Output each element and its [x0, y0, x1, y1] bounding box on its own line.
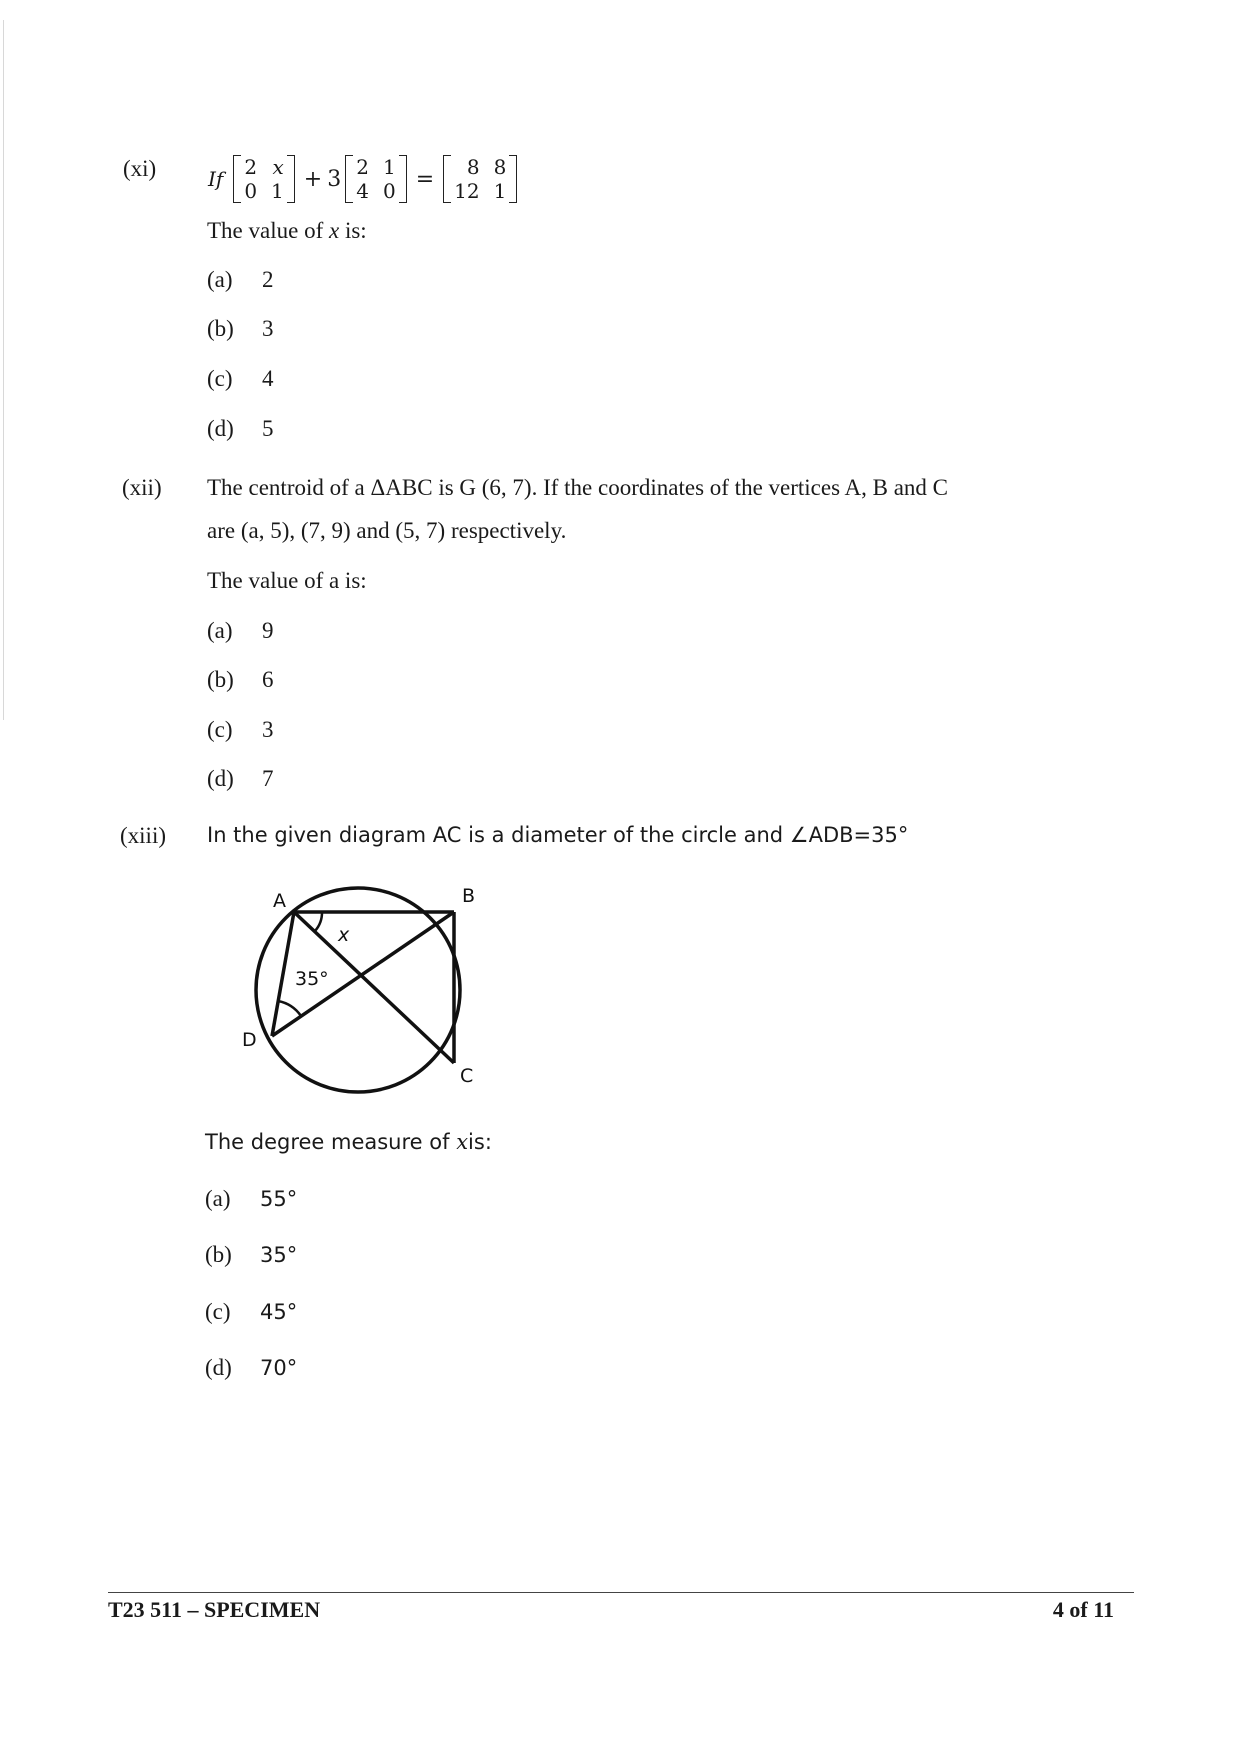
option-value: 45°	[260, 1300, 298, 1324]
question-text-line-1: The centroid of a ΔABC is G (6, 7). If the coordinates of the vertices A, B and C	[207, 475, 949, 500]
page-number: 4 of 11	[1052, 1597, 1114, 1622]
option-label: (c)	[205, 1299, 231, 1324]
option-label: (d)	[205, 1355, 232, 1380]
option-xi-c[interactable]	[207, 366, 274, 392]
matrix-2	[345, 155, 406, 203]
bracket-left	[443, 155, 451, 203]
option-label: (a)	[205, 1186, 231, 1211]
matrix-2-cell: 1	[382, 155, 396, 179]
matrix-2-cell: 4	[356, 179, 369, 203]
angle-35-arc	[278, 1001, 301, 1016]
matrix-1-cell: 2	[244, 155, 258, 179]
prompt-prefix: The degree measure of	[205, 1130, 450, 1154]
option-xii-c[interactable]	[207, 717, 274, 743]
option-value: 35°	[260, 1243, 298, 1267]
option-label: (c)	[207, 717, 233, 742]
angle-x-arc	[315, 912, 322, 931]
prompt-suffix: is:	[344, 218, 367, 243]
angle-35-label: 35°	[295, 968, 329, 990]
prompt-prefix: The value of	[207, 218, 324, 243]
question-number-xi: (xi)	[123, 156, 157, 181]
option-xi-b[interactable]	[207, 316, 274, 342]
option-label: (b)	[205, 1242, 232, 1267]
option-xii-a[interactable]	[207, 618, 274, 644]
matrix-1	[233, 155, 294, 203]
option-value: 5	[262, 416, 274, 441]
if-word: If	[208, 167, 224, 191]
matrix-3-cell: 12	[454, 179, 480, 203]
option-xii-d[interactable]	[207, 766, 274, 792]
option-label: (b)	[207, 667, 234, 692]
option-value: 9	[262, 618, 274, 643]
prompt-variable: x	[328, 218, 340, 243]
option-xiii-d[interactable]	[205, 1355, 297, 1381]
option-value: 4	[262, 366, 274, 391]
matrix-3-cell: 8	[466, 155, 480, 179]
question-prompt-xii: The value of a is:	[207, 568, 367, 593]
matrix-3-cell: 8	[493, 155, 507, 179]
prompt-suffix: is:	[468, 1130, 492, 1154]
option-label: (a)	[207, 267, 233, 292]
option-xii-b[interactable]	[207, 667, 274, 693]
equals-sign: =	[415, 166, 435, 192]
option-xiii-a[interactable]	[205, 1186, 297, 1212]
angle-x-label: x	[338, 924, 350, 946]
matrix-2-cell: 2	[356, 155, 369, 179]
option-label: (c)	[207, 366, 233, 391]
option-xiii-b[interactable]	[205, 1242, 297, 1268]
matrix-3-cell: 1	[493, 179, 507, 203]
question-number-xiii: (xiii)	[120, 823, 166, 848]
option-xi-a[interactable]	[207, 267, 274, 293]
option-value: 3	[262, 316, 274, 341]
matrix-1-cell: 0	[244, 179, 258, 203]
bracket-left	[345, 155, 353, 203]
option-value: 7	[262, 766, 274, 791]
option-value: 6	[262, 667, 274, 692]
bracket-left	[233, 155, 241, 203]
option-value: 55°	[260, 1187, 298, 1211]
matrix-3	[443, 155, 517, 203]
option-label: (d)	[207, 766, 234, 791]
option-label: (a)	[207, 618, 233, 643]
bracket-right	[509, 155, 517, 203]
footer-rule	[108, 1592, 1134, 1593]
scan-edge	[3, 20, 4, 720]
question-text-line-2: are (a, 5), (7, 9) and (5, 7) respectively.	[207, 518, 567, 543]
option-xi-d[interactable]	[207, 416, 274, 442]
question-text-xiii: In the given diagram AC is a diameter of the circle and ∠ADB=35°	[207, 823, 909, 847]
option-label: (d)	[207, 416, 234, 441]
circle-outline	[256, 888, 460, 1092]
matrix-2-cell: 0	[382, 179, 396, 203]
vertex-label-c: C	[460, 1065, 474, 1087]
vertex-label-a: A	[273, 890, 286, 912]
option-label: (b)	[207, 316, 234, 341]
matrix-equation	[208, 152, 521, 206]
matrix-1-cell: x	[272, 155, 284, 179]
option-value: 70°	[260, 1356, 298, 1380]
vertex-label-d: D	[242, 1029, 257, 1051]
question-number-xii: (xii)	[122, 475, 162, 500]
plus-sign: +	[303, 166, 323, 192]
paper-code: T23 511 – SPECIMEN	[108, 1597, 321, 1622]
option-value: 3	[262, 717, 274, 742]
question-prompt-xi	[207, 218, 367, 244]
option-value: 2	[262, 267, 274, 292]
vertex-label-b: B	[462, 885, 476, 907]
bracket-right	[399, 155, 407, 203]
question-prompt-xiii	[205, 1130, 492, 1154]
matrix-1-cell: 1	[271, 179, 284, 203]
prompt-variable: x	[456, 1130, 469, 1154]
coefficient: 3	[327, 166, 342, 192]
circle-diagram	[230, 870, 510, 1110]
bracket-right	[287, 155, 295, 203]
option-xiii-c[interactable]	[205, 1299, 297, 1325]
